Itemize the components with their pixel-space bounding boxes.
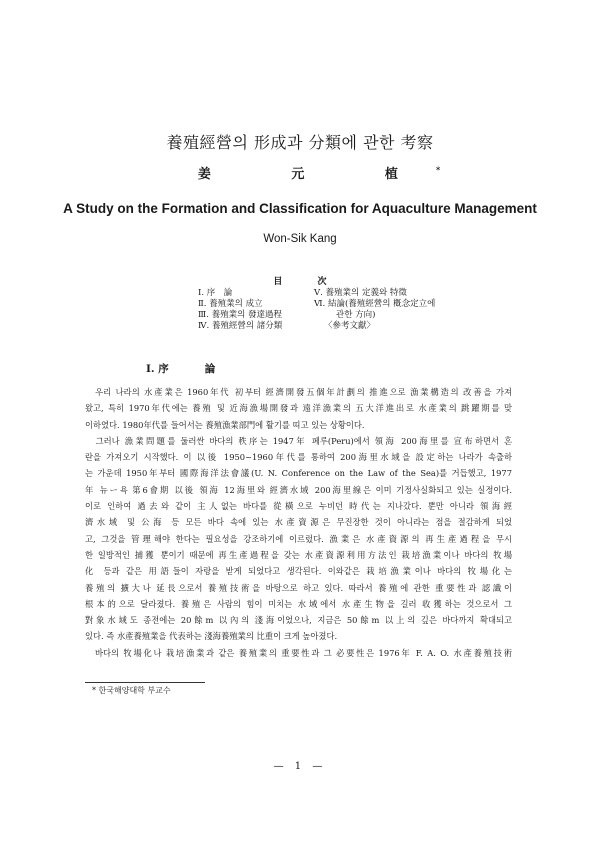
body-line: 바다의 牧場化나 栽培漁業과 같은 養殖業의 重要性과 그 必要性은 1976年 F. A. O. 水產養殖技術 [85, 647, 512, 658]
body-line: 있다. 즉 水產養殖業을 代表하는 淺海養殖業의 比重이 크게 높아졌다. [85, 631, 338, 642]
toc-right-column [314, 288, 464, 332]
body-line: 化 등과 같은 用語들이 자랑을 받게 되었다고 생각된다. 이와같은 栽培漁業이나 바다의 牧場化는 [85, 566, 512, 577]
toc-item: 〈參考文獻〉 [324, 321, 376, 331]
toc-item: Ⅵ. 結論(養殖經營의 槪念定立에 [314, 299, 436, 309]
section-heading [146, 361, 215, 376]
section-title-part: 序 [158, 363, 169, 375]
body-line: 年 뉴ー욕 第6會期 以後 領海 12海里와 經濟水域 200海里線은 이미 기정사실화되고 있는 실정이다. [85, 484, 512, 495]
body-text [85, 384, 512, 661]
page-number: — 1 — [273, 761, 327, 772]
author-name-korean [0, 163, 600, 182]
toc-item: Ⅱ. 養殖業의 成立 [198, 299, 263, 309]
body-line: 는 가운데 1950年부터 國際海洋法會議(U. N. Conference on the Law of the Sea)를 거듭했고, 1977 [85, 468, 512, 479]
toc-item: Ⅲ. 養殖業의 發達過程 [198, 310, 283, 320]
footnote-divider [85, 682, 205, 683]
toc-item: Ⅴ. 養殖業의 定義와 特徵 [314, 288, 407, 298]
paper-title-english: A Study on the Formation and Classification for Aquaculture Management [63, 201, 537, 216]
body-line: 對象水域도 종전에는 20餘m 以內의 淺海이었으나, 지금은 50餘m 以上의 깊은 바다까지 확대되고 [85, 615, 512, 626]
footnote: * 한국해양대학 부교수 [92, 686, 171, 695]
author-name-english: Won-Sik Kang [263, 233, 337, 245]
body-line: 한 일방적인 捕獲 뿐이기 때문에 再生產過程을 갖는 水產資源利用方法인 栽培漁業이나 바다의 牧場 [85, 549, 512, 560]
body-line: 그러나 漁業問題를 둘러싼 바다의 秩序는 1947年 페루(Peru)에서 領海 200海里를 宣布하면서 혼 [85, 435, 512, 446]
body-line: 養殖의 擴大나 延長으로서 養殖技術을 바탕으로 하고 있다. 따라서 養殖에 관한 重要性과 認識이 [85, 582, 512, 593]
body-line: 根本的으로 달라졌다. 養殖은 사람의 힘이 미치는 水域에서 水產生物을 길러 收獲하는 것으로서 그 [85, 598, 512, 609]
body-line: 이하였다. 1980年代를 들어서는 養殖漁業部門에 활기를 띠고 있는 상황이다. [85, 419, 365, 430]
toc-heading: 目 次 [273, 277, 343, 287]
body-line: 이로 인하여 過去와 같이 主人없는 바다를 從橫으로 누비던 時代는 지나갔다. 뿐만 아니라 領海經 [85, 501, 512, 512]
body-line: 란을 가져오기 시작했다. 이 以後 1950~1960年代를 통하여 200海里水域을 設定하는 나라가 속출하 [85, 452, 512, 463]
body-line: 고, 그것을 管理해야 한다는 필요성을 강조하기에 이르렀다. 漁業은 水產資源의 再生產過程을 무시 [85, 533, 512, 544]
toc-item: Ⅰ. 序 論 [198, 288, 233, 298]
author-footnote-mark: * [435, 164, 441, 175]
toc-left-column [198, 288, 318, 332]
paper-title-korean: 養殖經營의 形成과 分類에 관한 考察 [166, 133, 434, 152]
section-number: Ⅰ. [146, 363, 155, 375]
section-title-part: 論 [204, 363, 216, 375]
body-line: 濟水域 및 公海 등 모든 바다 속에 있는 水產資源은 무진장한 것이 아니라는 점을 절감하게 되었 [85, 517, 512, 528]
toc-item: Ⅳ. 養殖經營의 諸分類 [198, 321, 283, 331]
toc-item-continued: 관한 方向) [336, 310, 376, 320]
body-line: 우리 나라의 水產業은 1960年代 初부터 經濟開發五個年計劃의 推進으로 漁業構造의 改善을 가져 [85, 387, 512, 397]
author-name-text: 姜 元 植 [197, 167, 436, 182]
body-line: 왔고, 특히 1970年代에는 養殖 및 近海漁場開發과 遠洋漁業의 五大洋進出로 水產業의 跳躍期를 맞 [85, 403, 512, 414]
